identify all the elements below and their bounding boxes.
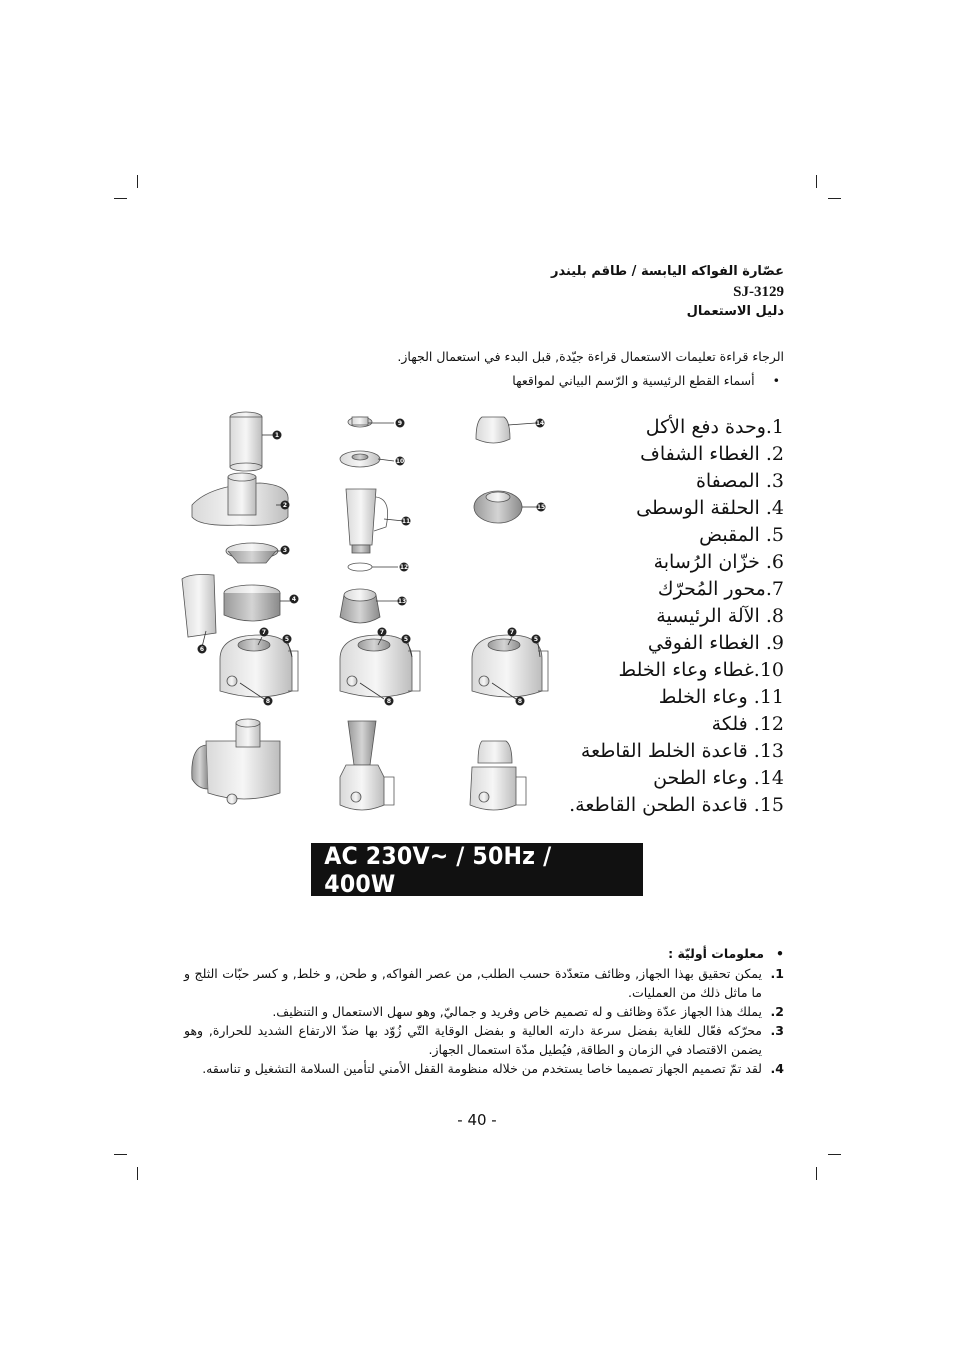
svg-text:14: 14	[535, 420, 545, 427]
power-spec-text: AC 230V~ / 50Hz / 400W	[324, 841, 552, 898]
part-item: 8. الآلة الرئيسية	[656, 605, 784, 627]
svg-text:11: 11	[401, 518, 411, 525]
callout-4	[290, 595, 299, 604]
page-number: - 40 -	[457, 1111, 497, 1129]
part-item: 13. قاعدة الخلط القاطعة	[580, 740, 784, 762]
list-item	[184, 1002, 784, 1021]
intro-bullet	[184, 369, 784, 393]
main-unit-drawing-1	[220, 635, 298, 697]
callout-11	[402, 517, 411, 526]
svg-text:7: 7	[261, 629, 267, 636]
callout-13	[398, 597, 407, 606]
crop-mark	[828, 198, 841, 199]
crop-mark	[137, 1167, 138, 1180]
svg-text:5: 5	[533, 636, 539, 643]
part-item: 5. المقبض	[699, 524, 784, 546]
part-item: 2. الغطاء الشفاف	[640, 443, 784, 465]
callout-9	[396, 419, 405, 428]
transparent-cover-drawing	[192, 473, 288, 525]
part-item: 10.غطاء وعاء الخلط	[618, 659, 784, 681]
svg-text:8: 8	[265, 698, 271, 705]
preliminary-info	[184, 944, 784, 1078]
svg-text:4: 4	[291, 596, 297, 603]
svg-text:1: 1	[274, 432, 280, 439]
svg-text:10: 10	[395, 458, 405, 465]
document-header	[284, 262, 784, 322]
top-cap-drawing	[348, 417, 372, 427]
part-item: 4. الحلقة الوسطى	[636, 497, 784, 519]
grinder-bowl-drawing	[476, 417, 510, 443]
list-item-number: 4.	[770, 1061, 784, 1076]
parts-list	[554, 414, 784, 819]
svg-text:9: 9	[397, 420, 403, 427]
callout-10	[396, 457, 405, 466]
assembled-juicer-drawing	[192, 719, 280, 804]
part-item: 6. خزّان الرُسابة	[653, 551, 784, 573]
list-item	[184, 964, 784, 1002]
list-item-number: 3.	[770, 1023, 784, 1038]
blender-blade-base-drawing	[340, 589, 380, 623]
list-item	[184, 1021, 784, 1059]
svg-text:15: 15	[536, 504, 546, 511]
list-item-text: يملك هذا الجهاز عدّة وظائف و له تصميم خاص وفريد و جماليّ, وهو سهل الاستعمال و التنظيف.	[272, 1004, 762, 1019]
svg-text:8: 8	[517, 698, 523, 705]
list-item-text: يمكن تحقيق بهذا الجهاز, وظائف متعدّدة حسب الطلب, من عصر الفواكه, و طحن, و خلط, و كسر حبّات الثلج و ما ماثل ذلك من العمليات.	[184, 966, 762, 1000]
list-item-text: محرّكه فعّال للغاية بفضل سرعة دارته العالية و بفضل الوقاية التّي زُوّد بها ضدّ الارتفاع الشديد للحرارة, وهو يضمن الاقتصاد في الزمان و الطاقة, فيُطيل مدّة استعمال الجهاز.	[184, 1023, 762, 1057]
crop-mark	[828, 1154, 841, 1155]
crop-mark	[137, 175, 138, 188]
assembled-blender-drawing	[340, 721, 394, 810]
part-item: 1.وحدة دفع الأكل	[645, 416, 784, 438]
preliminary-heading-text: معلومات أوليّة :	[668, 946, 764, 961]
model-number: SJ-3129	[733, 284, 784, 300]
bullet-icon: •	[776, 946, 784, 961]
callout-8	[516, 697, 525, 706]
grinder-blade-base-drawing	[474, 491, 522, 523]
callout-7	[508, 628, 517, 637]
callout-8	[264, 697, 273, 706]
part-item: 3. المصفاة	[695, 470, 784, 492]
svg-text:6: 6	[199, 646, 205, 653]
crop-mark	[114, 1154, 127, 1155]
svg-text:8: 8	[386, 698, 392, 705]
filter-drawing	[226, 543, 278, 563]
part-item: 9. الغطاء الفوقي	[647, 632, 784, 654]
callout-7	[378, 628, 387, 637]
crop-mark	[114, 198, 127, 199]
callout-14	[536, 419, 545, 428]
list-item-number: 1.	[770, 966, 784, 981]
pulp-container-drawing	[182, 575, 216, 638]
callout-7	[260, 628, 269, 637]
blender-lid-drawing	[340, 451, 380, 467]
preliminary-heading	[184, 944, 784, 964]
part-item: 15. قاعدة الطحن القاطعة.	[569, 794, 784, 816]
intro-instruction: الرجاء قراءة تعليمات الاستعمال قراءة جيّدة, قبل البدء في استعمال الجهاز.	[397, 349, 784, 364]
feed-pusher-drawing	[230, 412, 262, 471]
list-item	[184, 1059, 784, 1078]
callout-2	[281, 501, 290, 510]
callout-8	[385, 697, 394, 706]
svg-text:7: 7	[509, 629, 515, 636]
document-subtitle: دليل الاستعمال	[686, 304, 784, 319]
svg-text:5: 5	[403, 636, 409, 643]
list-item-text: لقد تمّ تصميم الجهاز تصميما خاصا يستخدم من خلاله منظومة القفل الأمني لتأمين السلامة التشغيل و تناسقه.	[202, 1061, 762, 1076]
intro-section	[184, 345, 784, 393]
blender-jar-drawing	[346, 489, 388, 553]
part-item: 7.محور المُحرّك	[657, 578, 784, 600]
bullet-icon: •	[772, 373, 780, 388]
callout-3	[281, 546, 290, 555]
preliminary-list	[184, 964, 784, 1078]
callout-6	[198, 645, 207, 654]
main-unit-drawing-3	[472, 635, 548, 697]
part-item: 11. وعاء الخلط	[658, 686, 784, 708]
part-item: 14. وعاء الطحن	[653, 767, 784, 789]
callout-1	[273, 431, 282, 440]
list-item-number: 2.	[770, 1004, 784, 1019]
svg-text:12: 12	[399, 564, 409, 571]
callout-12	[400, 563, 409, 572]
svg-text:2: 2	[282, 502, 288, 509]
power-spec-box	[311, 843, 643, 896]
svg-text:5: 5	[284, 636, 290, 643]
washer-drawing	[348, 563, 372, 571]
document-title: عصّارة الفواكه اليابسة / طاقم بليندر	[551, 264, 784, 279]
callout-5	[532, 635, 541, 644]
svg-text:13: 13	[397, 598, 407, 605]
crop-mark	[816, 1167, 817, 1180]
callout-5	[402, 635, 411, 644]
middle-ring-drawing	[224, 585, 280, 621]
assembled-grinder-drawing	[470, 741, 526, 810]
svg-text:7: 7	[379, 629, 385, 636]
callout-5	[283, 635, 292, 644]
callout-15	[537, 503, 546, 512]
svg-text:3: 3	[282, 547, 288, 554]
parts-diagram	[180, 405, 555, 820]
crop-mark	[816, 175, 817, 188]
intro-bullet-text: أسماء القطع الرئيسية و الرّسم البياني لمواقعها	[512, 373, 755, 388]
part-item: 12. فلكة	[711, 713, 784, 735]
